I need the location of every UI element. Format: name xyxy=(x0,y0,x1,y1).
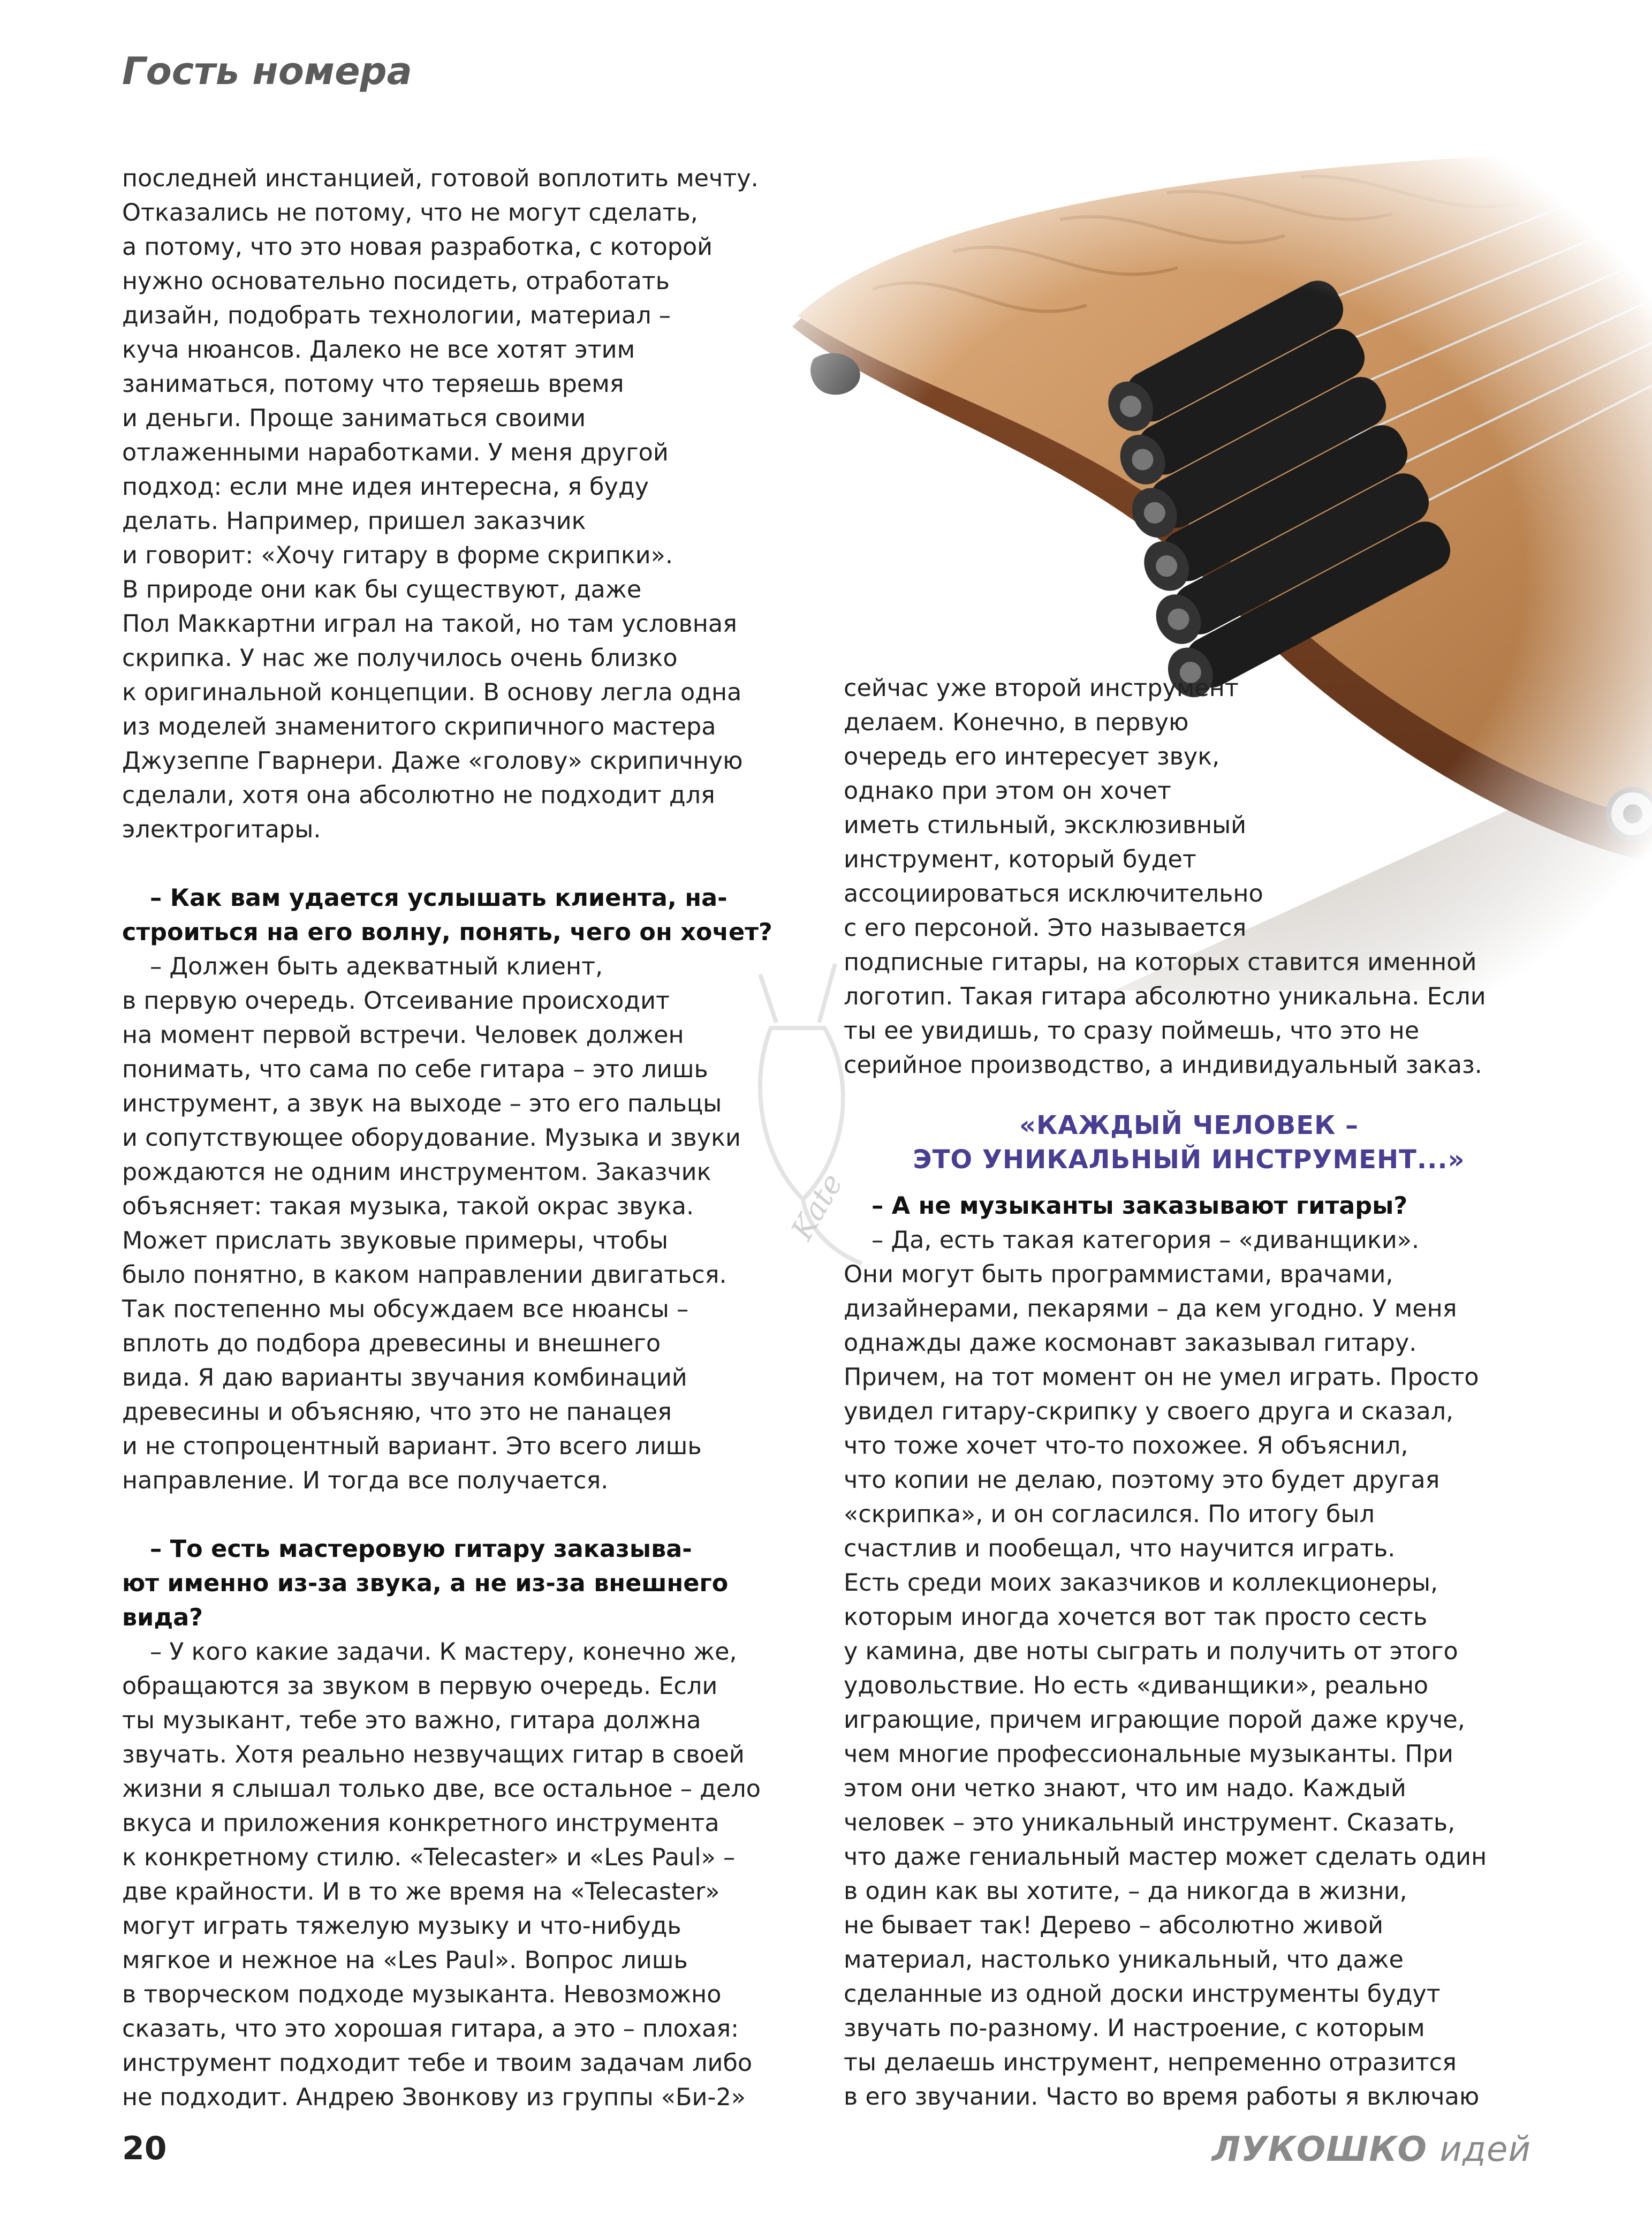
text-line: сделали, хотя она абсолютно не подходит для xyxy=(122,782,715,809)
text-line: логотип. Такая гитара абсолютно уникальна. Если xyxy=(844,983,1486,1010)
text-line: и деньги. Проще заниматься своими xyxy=(122,405,586,432)
text-line: обращаются за звуком в первую очередь. Если xyxy=(122,1673,718,1700)
watermark-text: Kate xyxy=(784,1168,850,1246)
question-line: ют именно из-за звука, а не из-за внешнего xyxy=(122,1570,729,1597)
text-line: – У кого какие задачи. К мастеру, конечно же, xyxy=(150,1638,737,1666)
text-line: В природе они как бы существуют, даже xyxy=(122,576,642,603)
text-line: – Должен быть адекватный клиент, xyxy=(150,953,603,980)
text-line: последней инстанцией, готовой воплотить мечту. xyxy=(122,165,759,192)
text-line: чем многие профессиональные музыканты. При xyxy=(844,1741,1453,1768)
text-line: Может прислать звуковые примеры, чтобы xyxy=(122,1227,669,1254)
text-line: в один как вы хотите, – да никогда в жизни, xyxy=(844,1878,1407,1905)
text-line: направление. И тогда все получается. xyxy=(122,1467,609,1494)
question-line: строиться на его волну, понять, чего он хочет? xyxy=(122,919,772,946)
text-line: что даже гениальный мастер может сделать один xyxy=(844,1843,1487,1871)
text-line: было понятно, в каком направлении двигаться. xyxy=(122,1261,727,1289)
text-line: а потому, что это новая разработка, с которой xyxy=(122,233,713,261)
text-line: этом они четко знают, что им надо. Каждый xyxy=(844,1775,1406,1802)
text-line: однажды даже космонавт заказывал гитару. xyxy=(844,1329,1417,1357)
text-line: подписные гитары, на которых ставится именной xyxy=(844,949,1477,976)
magazine-logo xyxy=(1212,2130,1531,2169)
text-line: на момент первой встречи. Человек должен xyxy=(122,1022,684,1049)
text-line: подход: если мне идея интересна, я буду xyxy=(122,473,649,501)
text-line: Они могут быть программистами, врачами, xyxy=(844,1261,1393,1288)
text-line: «скрипка», и он согласился. По итогу был xyxy=(844,1501,1375,1528)
text-line: в его звучании. Часто во время работы я включаю xyxy=(844,2083,1480,2111)
text-line: и сопутствующее оборудование. Музыка и звуки xyxy=(122,1124,741,1152)
pull-quote xyxy=(844,1108,1534,1177)
text-line: серийное производство, а индивидуальный заказ. xyxy=(844,1052,1482,1079)
text-line: две крайности. И в то же время на «Telecaster» xyxy=(122,1878,720,1905)
text-line: сказать, что это хорошая гитара, а это – плохая: xyxy=(122,2015,739,2043)
text-line: играющие, причем играющие порой даже круче, xyxy=(844,1706,1465,1734)
text-line: мягкое и нежное на «Les Paul». Вопрос лишь xyxy=(122,1947,688,1974)
question-line: – То есть мастеровую гитару заказыва- xyxy=(150,1536,692,1563)
text-line: Есть среди моих заказчиков и коллекционеры, xyxy=(844,1569,1438,1597)
text-line: вкуса и приложения конкретного инструмента xyxy=(122,1810,719,1837)
text-line: куча нюансов. Далеко не все хотят этим xyxy=(122,336,635,364)
text-line: древесины и объясняю, что это не панацея xyxy=(122,1398,672,1426)
text-line: заниматься, потому что теряешь время xyxy=(122,370,624,398)
text-line: могут играть тяжелую музыку и что-нибудь xyxy=(122,1912,681,1940)
text-line: инструмент, который будет xyxy=(844,846,1196,873)
text-line: в первую очередь. Отсеивание происходит xyxy=(122,987,670,1015)
text-line: не бывает так! Дерево – абсолютно живой xyxy=(844,1912,1384,1939)
question-line: – Как вам удается услышать клиента, на- xyxy=(150,884,728,912)
right-column xyxy=(844,1189,1534,2114)
text-line: однако при этом он хочет xyxy=(844,777,1171,805)
text-line: у камина, две ноты сыграть и получить от этого xyxy=(844,1638,1458,1665)
text-line: звучать. Хотя реально незвучащих гитар в своей xyxy=(122,1741,745,1768)
text-line: скрипка. У нас же получилось очень близко xyxy=(122,645,678,672)
magazine-logo-main: ЛУКОШКО xyxy=(1211,2130,1427,2169)
magazine-logo-sub: идей xyxy=(1439,2130,1531,2169)
text-line: отлаженными наработками. У меня другой xyxy=(122,439,669,466)
text-line: которым иногда хочется вот так просто сесть xyxy=(844,1604,1428,1631)
text-line: Так постепенно мы обсуждаем все нюансы – xyxy=(122,1296,689,1323)
left-column xyxy=(122,162,818,2115)
text-line: материал, настолько уникальный, что даже xyxy=(844,1946,1404,1973)
text-line: очередь его интересует звук, xyxy=(844,743,1220,770)
text-line: инструмент, а звук на выходе – это его пальцы xyxy=(122,1090,722,1117)
pull-quote-line: ЭТО УНИКАЛЬНЫЙ ИНСТРУМЕНТ...» xyxy=(913,1145,1465,1175)
text-line: и говорит: «Хочу гитару в форме скрипки». xyxy=(122,542,673,569)
paragraph-gap xyxy=(122,1498,818,1532)
pull-quote-line: «КАЖДЫЙ ЧЕЛОВЕК – xyxy=(1019,1110,1359,1140)
section-title: Гость номера xyxy=(122,49,412,93)
text-line: электрогитары. xyxy=(122,816,321,843)
text-line: Пол Маккартни играл на такой, но там условная xyxy=(122,610,737,638)
text-line: ты делаешь инструмент, непременно отразится xyxy=(844,2049,1457,2076)
paragraph-gap xyxy=(122,847,818,881)
text-line: в творческом подходе музыканта. Невозможно xyxy=(122,1981,722,2008)
text-line: ты музыкант, тебе это важно, гитара должна xyxy=(122,1707,701,1734)
text-line: – Да, есть такая категория – «диванщики». xyxy=(872,1227,1420,1254)
text-line: и не стопроцентный вариант. Это всего лишь xyxy=(122,1433,702,1460)
text-line: к оригинальной концепции. В основу легла одна xyxy=(122,679,742,706)
text-line: Причем, на тот момент он не умел играть. Просто xyxy=(844,1364,1479,1391)
text-line: дизайн, подобрать технологии, материал – xyxy=(122,302,671,329)
text-line: Джузеппе Гварнери. Даже «голову» скрипичную xyxy=(122,747,743,775)
text-line: удовольствие. Но есть «диванщики», реально xyxy=(844,1672,1429,1699)
right-column-top xyxy=(844,671,1534,1083)
text-line: жизни я слышал только две, все остальное – дело xyxy=(122,1775,761,1803)
text-line: сделанные из одной доски инструменты будут xyxy=(844,1980,1441,2008)
text-line: что копии не делаю, поэтому это будет другая xyxy=(844,1466,1440,1494)
text-line: увидел гитару-скрипку у своего друга и сказал, xyxy=(844,1398,1454,1425)
text-line: нужно основательно посидеть, отработать xyxy=(122,268,670,295)
text-line: сейчас уже второй инструмент xyxy=(844,675,1239,702)
text-line: человек – это уникальный инструмент. Сказать, xyxy=(844,1809,1456,1836)
question-line: – А не музыканты заказывают гитары? xyxy=(872,1192,1408,1220)
text-line: понимать, что сама по себе гитара – это лишь xyxy=(122,1056,708,1083)
text-line: вплоть до подбора древесины и внешнего xyxy=(122,1330,661,1357)
text-line: объясняет: такая музыка, такой окрас звука. xyxy=(122,1193,694,1220)
text-line: Отказались не потому, что не могут сделать, xyxy=(122,199,698,226)
text-line: инструмент подходит тебе и твоим задачам либо xyxy=(122,2049,753,2077)
text-line: к конкретному стилю. «Telecaster» и «Les Paul» – xyxy=(122,1844,736,1871)
page-number: 20 xyxy=(122,2130,167,2167)
question-line: вида? xyxy=(122,1604,203,1631)
text-line: дизайнерами, пекарями – да кем угодно. У меня xyxy=(844,1295,1457,1322)
text-line: ассоциироваться исключительно xyxy=(844,880,1263,907)
text-line: счастлив и пообещал, что научится играть. xyxy=(844,1535,1396,1562)
text-line: что тоже хочет что-то похожее. Я объяснил, xyxy=(844,1432,1408,1459)
text-line: вида. Я даю варианты звучания комбинаций xyxy=(122,1364,687,1391)
text-line: иметь стильный, эксклюзивный xyxy=(844,812,1247,839)
text-line: с его персоной. Это называется xyxy=(844,914,1247,942)
text-line: ты ее увидишь, то сразу поймешь, что это не xyxy=(844,1017,1420,1045)
text-line: делать. Например, пришел заказчик xyxy=(122,508,586,535)
text-line: не подходит. Андрею Звонкову из группы «Би-2» xyxy=(122,2084,746,2111)
text-line: делаем. Конечно, в первую xyxy=(844,709,1189,736)
text-line: звучать по-разному. И настроение, с которым xyxy=(844,2015,1425,2042)
text-line: из моделей знаменитого скрипичного мастера xyxy=(122,713,716,740)
text-line: рождаются не одним инструментом. Заказчик xyxy=(122,1159,711,1186)
